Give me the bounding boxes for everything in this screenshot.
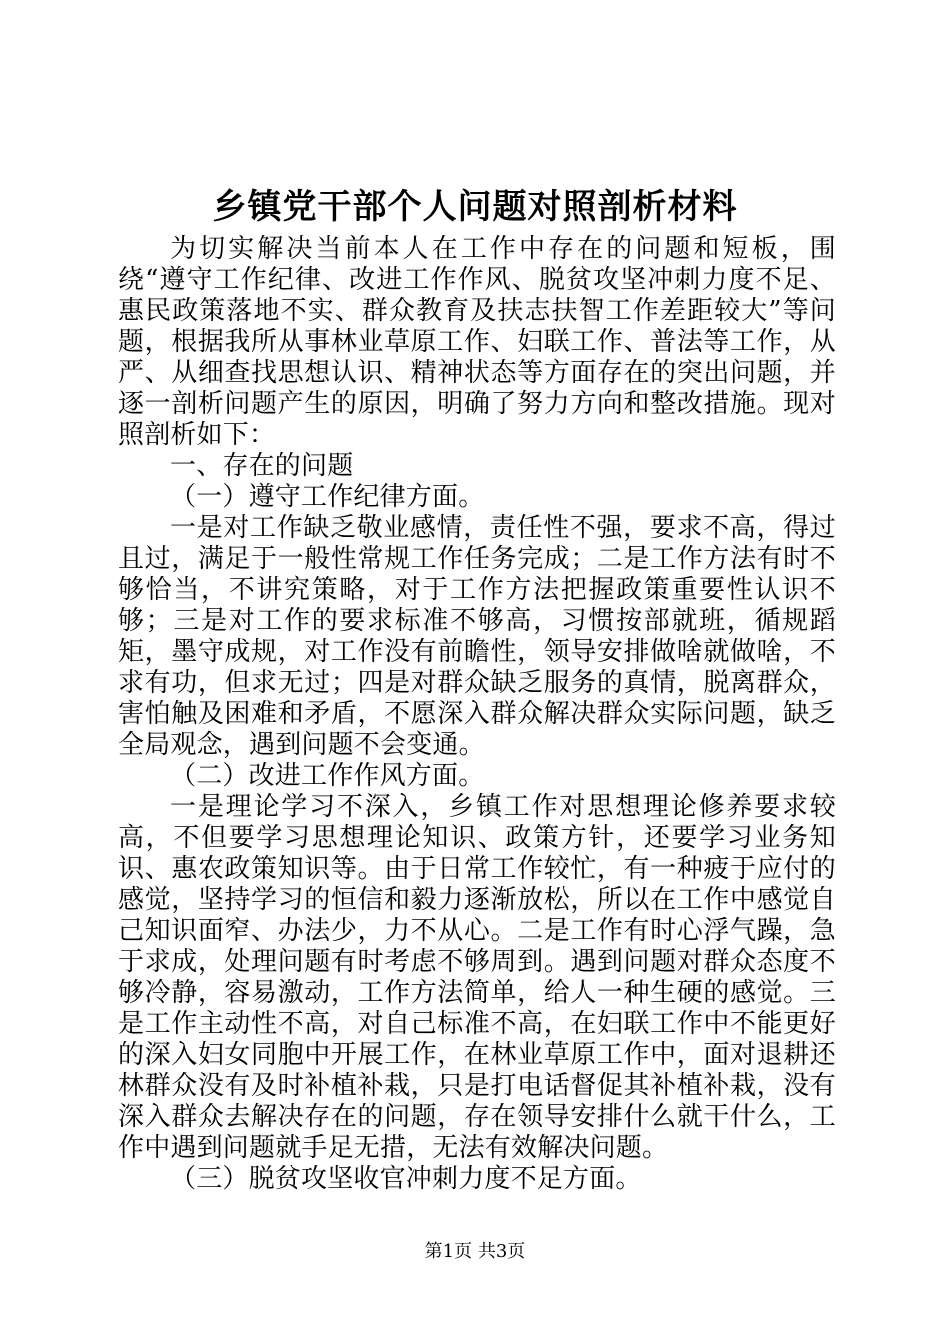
intro-paragraph: 为切实解决当前本人在工作中存在的问题和短板，围绕“遵守工作纪律、改进工作作风、脱贫攻坚冲刺力度不足、惠民政策落地不实、群众教育及扶志扶智工作差距较大”等问题，根据我所从事林业草原工作、妇联工作、普法等工作，从严、从细查找思想认识、精神状态等方面存在的突出问题，并逐一剖析问题产生的原因，明确了努力方向和整改措施。现对照剖析如下： — [118, 234, 836, 450]
section-heading: 一、存在的问题 — [170, 451, 354, 481]
document-title: 乡镇党干部个人问题对照剖析材料 — [212, 187, 738, 227]
body-paragraph: 一是理论学习不深入，乡镇工作对思想理论修养要求较高，不但要学习思想理论知识、政策方针，还要学习业务知识、惠农政策知识等。由于日常工作较忙，有一种疲于应付的感觉，坚持学习的恒信和毅力逐渐放松，所以在工作中感觉自己知识面窄、办法少，力不从心。二是工作有时心浮气躁，急于求成，处理问题有时考虑不够周到。遇到问题对群众态度不够冷静，容易激动，工作方法简单，给人一种生硬的感觉。三是工作主动性不高，对自己标准不高，在妇联工作中不能更好的深入妇女同胞中开展工作，在林业草原工作中，面对退耕还林群众没有及时补植补栽，只是打电话督促其补植补栽，没有深入群众去解决存在的问题，存在领导安排什么就干什么，工作中遇到问题就手足无措，无法有效解决问题。 — [118, 792, 836, 1163]
body-paragraph: 一是对工作缺乏敬业感情，责任性不强，要求不高，得过且过，满足于一般性常规工作任务完成；二是工作方法有时不够恰当，不讲究策略，对于工作方法把握政策重要性认识不够；三是对工作的要求标准不够高，习惯按部就班，循规蹈矩，墨守成规，对工作没有前瞻性，领导安排做啥就做啥，不求有功，但求无过；四是对群众缺乏服务的真情，脱离群众，害怕触及困难和矛盾，不愿深入群众解决群众实际问题，缺乏全局观念，遇到问题不会变通。 — [118, 513, 836, 760]
subsection-heading: （一）遵守工作纪律方面。 — [170, 482, 485, 512]
subsection-heading: （三）脱贫攻坚收官冲刺力度不足方面。 — [170, 1164, 642, 1194]
document-body — [118, 234, 836, 1195]
subsection-heading: （二）改进工作作风方面。 — [170, 761, 485, 791]
page-number-footer: 第1页 共3页 — [424, 1241, 526, 1262]
